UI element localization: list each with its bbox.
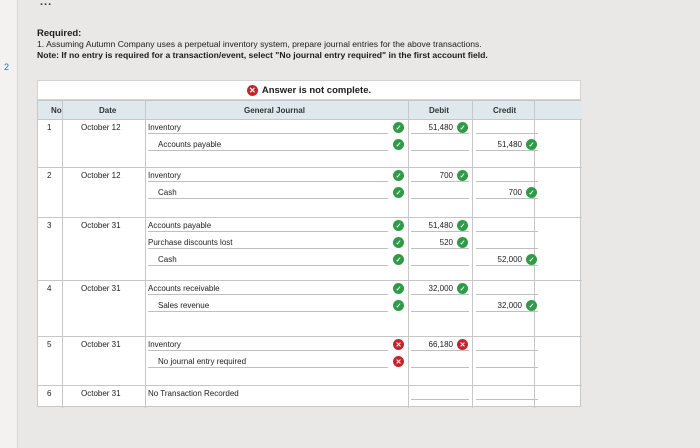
- x-circle-icon: ✕: [393, 356, 404, 367]
- credit-field[interactable]: [476, 169, 538, 182]
- row-number: 4: [47, 284, 52, 293]
- check-circle-icon: ✓: [393, 254, 404, 265]
- account-name: Accounts receivable: [148, 284, 220, 293]
- check-circle-icon: ✓: [393, 300, 404, 311]
- credit-amount: 52,000: [497, 255, 522, 264]
- answer-status-banner: [37, 80, 581, 100]
- journal-table: [37, 100, 581, 407]
- account-field[interactable]: [148, 282, 388, 295]
- account-name: Inventory: [148, 340, 181, 349]
- required-label: Required:: [37, 28, 82, 39]
- credit-field[interactable]: [476, 186, 538, 199]
- account-name: Purchase discounts lost: [148, 238, 233, 247]
- debit-field[interactable]: [411, 253, 469, 266]
- credit-amount: 51,480: [497, 140, 522, 149]
- header-debit: Debit: [429, 106, 449, 115]
- debit-amount: 66,180: [428, 340, 453, 349]
- credit-field[interactable]: [476, 121, 538, 134]
- account-name: Inventory: [148, 171, 181, 180]
- instruction-main: 1. Assuming Autumn Company uses a perpetual inventory system, prepare journal entries for the above transactions.: [37, 39, 482, 49]
- instructions: [37, 39, 637, 61]
- account-field[interactable]: [148, 236, 388, 249]
- account-name: Cash: [158, 255, 177, 264]
- account-field[interactable]: [148, 355, 388, 368]
- check-circle-icon: ✓: [526, 254, 537, 265]
- credit-field[interactable]: [476, 282, 538, 295]
- check-circle-icon: ✓: [457, 220, 468, 231]
- account-field[interactable]: [148, 387, 388, 400]
- row-number: 1: [47, 123, 52, 132]
- debit-field[interactable]: [411, 169, 469, 182]
- check-circle-icon: ✓: [457, 237, 468, 248]
- left-panel-strip: [0, 0, 18, 448]
- debit-amount: 700: [439, 171, 453, 180]
- account-name: Cash: [158, 188, 177, 197]
- check-circle-icon: ✓: [393, 122, 404, 133]
- debit-field[interactable]: [411, 236, 469, 249]
- debit-field[interactable]: [411, 338, 469, 351]
- row-divider: [38, 280, 582, 281]
- date-field[interactable]: October 31: [81, 340, 121, 349]
- check-circle-icon: ✓: [457, 122, 468, 133]
- account-name: Accounts payable: [158, 140, 222, 149]
- debit-amount: 51,480: [428, 221, 453, 230]
- debit-amount: 520: [439, 238, 453, 247]
- account-name: Inventory: [148, 123, 181, 132]
- check-circle-icon: ✓: [393, 187, 404, 198]
- debit-field[interactable]: [411, 138, 469, 151]
- row-divider: [38, 217, 582, 218]
- debit-field[interactable]: [411, 219, 469, 232]
- row-divider: [38, 385, 582, 386]
- date-field[interactable]: October 31: [81, 389, 121, 398]
- check-circle-icon: ✓: [457, 170, 468, 181]
- check-circle-icon: ✓: [526, 139, 537, 150]
- credit-field[interactable]: [476, 236, 538, 249]
- x-circle-icon: ✕: [457, 339, 468, 350]
- check-circle-icon: ✓: [526, 300, 537, 311]
- row-divider: [38, 336, 582, 337]
- debit-field[interactable]: [411, 121, 469, 134]
- debit-field[interactable]: [411, 299, 469, 312]
- header-credit: Credit: [493, 106, 517, 115]
- account-field[interactable]: [148, 121, 388, 134]
- check-circle-icon: ✓: [393, 170, 404, 181]
- credit-field[interactable]: [476, 338, 538, 351]
- check-circle-icon: ✓: [393, 237, 404, 248]
- account-field[interactable]: [148, 299, 388, 312]
- account-field[interactable]: [148, 253, 388, 266]
- account-field[interactable]: [148, 138, 388, 151]
- credit-amount: 32,000: [497, 301, 522, 310]
- credit-field[interactable]: [476, 253, 538, 266]
- column-divider: [62, 101, 63, 408]
- debit-field[interactable]: [411, 355, 469, 368]
- row-number: 3: [47, 221, 52, 230]
- debit-amount: 51,480: [428, 123, 453, 132]
- account-name: No journal entry required: [158, 357, 247, 366]
- account-name: Accounts payable: [148, 221, 212, 230]
- credit-field[interactable]: [476, 299, 538, 312]
- column-divider: [145, 101, 146, 408]
- check-circle-icon: ✓: [526, 187, 537, 198]
- row-divider: [38, 119, 582, 120]
- credit-field[interactable]: [476, 355, 538, 368]
- account-field[interactable]: [148, 186, 388, 199]
- credit-amount: 700: [508, 188, 522, 197]
- debit-field[interactable]: [411, 387, 469, 400]
- header-no: No: [51, 106, 62, 115]
- check-circle-icon: ✓: [393, 283, 404, 294]
- account-name: Sales revenue: [158, 301, 210, 310]
- table-header: [38, 101, 582, 119]
- x-circle-icon: ✕: [393, 339, 404, 350]
- account-field[interactable]: [148, 219, 388, 232]
- credit-field[interactable]: [476, 138, 538, 151]
- credit-field[interactable]: [476, 219, 538, 232]
- account-field[interactable]: [148, 338, 388, 351]
- date-field[interactable]: October 31: [81, 221, 121, 230]
- debit-amount: 32,000: [428, 284, 453, 293]
- debit-field[interactable]: [411, 282, 469, 295]
- column-divider: [408, 101, 409, 408]
- check-circle-icon: ✓: [393, 139, 404, 150]
- instruction-note: Note: If no entry is required for a transaction/event, select "No journal entry required" in the first account field.: [37, 50, 488, 60]
- x-circle-icon: ✕: [247, 85, 258, 96]
- date-field[interactable]: October 31: [81, 284, 121, 293]
- date-field[interactable]: October 12: [81, 171, 121, 180]
- check-circle-icon: ✓: [457, 283, 468, 294]
- row-number: 2: [47, 171, 52, 180]
- header-date: Date: [99, 106, 117, 115]
- row-divider: [38, 167, 582, 168]
- cut-off-header: ...: [40, 0, 53, 8]
- row-number: 6: [47, 389, 52, 398]
- banner-text: Answer is not complete.: [261, 84, 372, 96]
- account-name: No Transaction Recorded: [148, 389, 239, 398]
- question-number: 2: [4, 62, 10, 72]
- debit-field[interactable]: [411, 186, 469, 199]
- check-circle-icon: ✓: [393, 220, 404, 231]
- row-number: 5: [47, 340, 52, 349]
- date-field[interactable]: October 12: [81, 123, 121, 132]
- credit-field[interactable]: [476, 387, 538, 400]
- header-general-journal: General Journal: [244, 106, 305, 115]
- account-field[interactable]: [148, 169, 388, 182]
